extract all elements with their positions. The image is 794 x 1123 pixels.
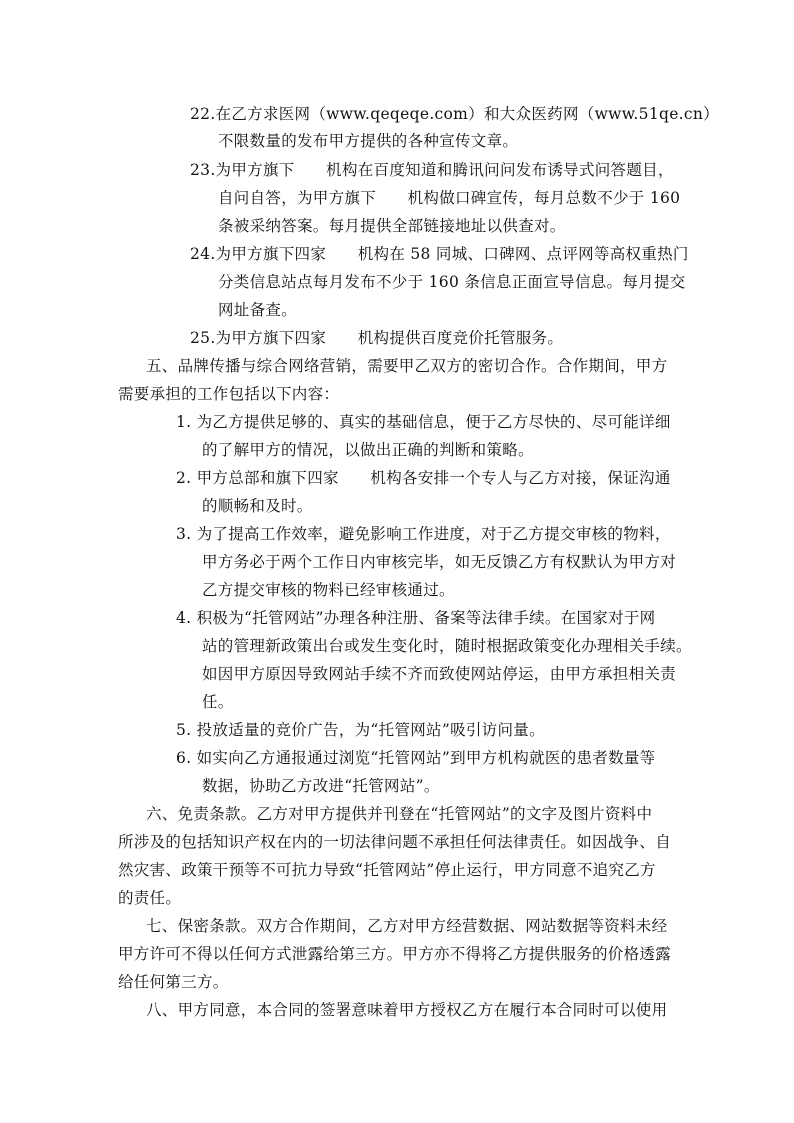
item-22-line-2: 不限数量的发布甲方提供的各种宣传文章。 (218, 132, 519, 150)
list-item-1-line-1: 1. 为乙方提供足够的、真实的基础信息，便于乙方尽快的、尽可能详细 (176, 413, 671, 431)
list-item-2-line-2: 的顺畅和及时。 (202, 497, 313, 515)
list-item-3-line-2: 甲方务必于两个工作日内审核完毕，如无反馈乙方有权默认为甲方对 (202, 553, 677, 571)
section-5-line-1: 五、品牌传播与综合网络营销，需要甲乙双方的密切合作。合作期间，甲方 (146, 357, 668, 375)
section-7-line-2: 甲方许可不得以任何方式泄露给第三方。甲方亦不得将乙方提供服务的价格透露 (118, 945, 672, 963)
section-6-line-4: 的责任。 (118, 889, 182, 907)
section-8-line-1: 八、甲方同意，本合同的签署意味着甲方授权乙方在履行本合同时可以使用 (146, 1001, 668, 1019)
section-5-line-2: 需要承担的工作包括以下内容： (118, 385, 340, 403)
item-24-line-2: 分类信息站点每月发布不少于 160 条信息正面宣导信息。每月提交 (218, 273, 686, 291)
section-6-line-1: 六、免责条款。乙方对甲方提供并刊登在“托管网站”的文字及图片资料中 (146, 805, 653, 823)
item-24-line-1: 24.为甲方旗下四家 机构在 58 同城、口碑网、点评网等高权重热门 (190, 245, 689, 263)
item-23-line-2: 自问自答，为甲方旗下 机构做口碑宣传，每月总数不少于 160 (218, 189, 681, 207)
list-item-4-line-2: 站的管理新政策出台或发生变化时，随时根据政策变化办理相关手续。 (202, 637, 692, 655)
list-item-1-line-2: 的了解甲方的情况，以做出正确的判断和策略。 (202, 441, 534, 459)
list-item-2-line-1: 2. 甲方总部和旗下四家 机构各安排一个专人与乙方对接，保证沟通 (176, 469, 671, 487)
list-item-6-line-2: 数据，协助乙方改进“托管网站”。 (202, 777, 440, 795)
section-7-line-1: 七、保密条款。双方合作期间，乙方对甲方经营数据、网站数据等资料未经 (146, 917, 668, 935)
section-7-line-3: 给任何第三方。 (118, 973, 229, 991)
list-item-4-line-1: 4. 积极为“托管网站”办理各种注册、备案等法律手续。在国家对于网 (176, 609, 656, 627)
section-6-line-2: 所涉及的包括知识产权在内的一切法律问题不承担任何法律责任。如因战争、自 (118, 833, 672, 851)
item-24-line-3: 网址备查。 (218, 301, 298, 319)
list-item-3-line-1: 3. 为了提高工作效率，避免影响工作进度，对于乙方提交审核的物料， (176, 525, 671, 543)
section-6-line-3: 然灾害、政策干预等不可抗力导致“托管网站”停止运行，甲方同意不追究乙方 (118, 861, 656, 879)
list-item-4-line-4: 任。 (202, 693, 234, 711)
item-23-line-3: 条被采纳答案。每月提供全部链接地址以供查对。 (218, 217, 566, 235)
list-item-6-line-1: 6. 如实向乙方通报通过浏览“托管网站”到甲方机构就医的患者数量等 (176, 749, 656, 767)
list-item-5-line-1: 5. 投放适量的竞价广告，为“托管网站”吸引访问量。 (176, 721, 545, 739)
list-item-3-line-3: 乙方提交审核的物料已经审核通过。 (202, 581, 455, 599)
item-25-line-1: 25.为甲方旗下四家 机构提供百度竞价托管服务。 (190, 329, 564, 347)
item-22-line-1: 22.在乙方求医网（www.qeqeqe.com）和大众医药网（www.51qe.cn） (190, 105, 719, 123)
list-item-4-line-3: 如因甲方原因导致网站手续不齐而致使网站停运，由甲方承担相关责 (202, 665, 677, 683)
item-23-line-1: 23.为甲方旗下 机构在百度知道和腾讯问问发布诱导式问答题目， (190, 161, 674, 179)
